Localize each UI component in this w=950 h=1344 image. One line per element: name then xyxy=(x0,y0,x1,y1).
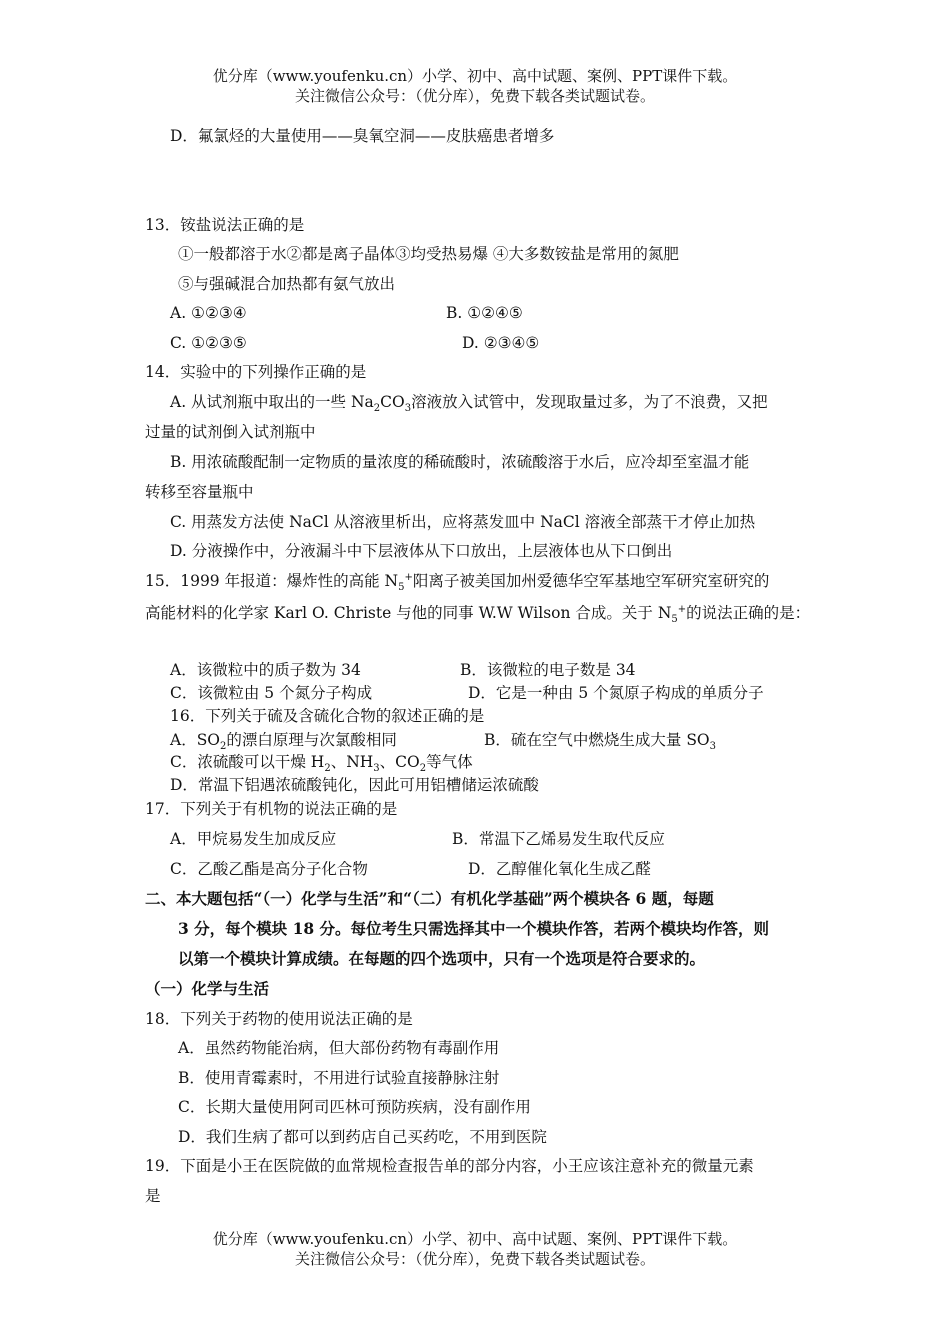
q16-option-d: D．常温下铝遇浓硫酸钝化，因此可用铝槽储运浓硫酸 xyxy=(170,776,539,794)
q19-stem-continued: 是 xyxy=(145,1187,161,1205)
q17-option-b: B．常温下乙烯易发生取代反应 xyxy=(452,830,665,848)
q17-option-a: A．甲烷易发生加成反应 xyxy=(170,830,337,848)
q13-option-b: B. ①②④⑤ xyxy=(446,304,523,322)
q13-statements-line1: ①一般都溶于水②都是离子晶体③均受热易爆 ④大多数铵盐是常用的氮肥 xyxy=(178,245,679,263)
q13-option-a: A. ①②③④ xyxy=(170,304,247,322)
page-header-line2: 关注微信公众号：（优分库），免费下载各类试题试卷。 xyxy=(294,87,655,105)
q14-option-b: B. 用浓硫酸配制一定物质的量浓度的稀硫酸时，浓硫酸溶于水后，应冷却至室温才能 xyxy=(170,453,750,471)
q13-option-c: C. ①②③⑤ xyxy=(170,334,247,352)
q18-option-c: C．长期大量使用阿司匹林可预防疾病，没有副作用 xyxy=(178,1098,531,1116)
page-footer-line1: 优分库（www.youfenku.cn）小学、初中、高中试题、案例、PPT课件下载。 xyxy=(212,1230,738,1248)
q15-option-b: B．该微粒的电子数是 34 xyxy=(460,661,636,679)
q13-stem: 13．铵盐说法正确的是 xyxy=(145,216,305,234)
q15-option-d: D．它是一种由 5 个氮原子构成的单质分子 xyxy=(468,684,764,702)
q17-option-c: C．乙酸乙酯是高分子化合物 xyxy=(170,860,368,878)
q14-option-b-continued: 转移至容量瓶中 xyxy=(145,483,254,501)
q18-option-a: A．虽然药物能治病，但大部份药物有毒副作用 xyxy=(178,1039,500,1057)
q16-option-a: A．$SO_2$的漂白原理与次氯酸相同 xyxy=(170,731,397,753)
q16-option-b: B．硫在空气中燃烧生成大量 $SO_3$ xyxy=(484,731,717,753)
section2-instructions-line3: 以第一个模块计算成绩。在每题的四个选项中，只有一个选项是符合要求的。 xyxy=(178,949,706,968)
q16-stem: 16．下列关于硫及含硫化合物的叙述正确的是 xyxy=(170,707,485,725)
q18-option-b: B．使用青霉素时，不用进行试验直接静脉注射 xyxy=(178,1069,500,1087)
section2-subtitle: （一）化学与生活 xyxy=(145,979,270,998)
q17-stem: 17．下列关于有机物的说法正确的是 xyxy=(145,800,398,818)
q12-option-d: D．氟氯烃的大量使用——臭氧空洞——皮肤癌患者增多 xyxy=(170,127,555,145)
q15-stem: 15．1999 年报道：爆炸性的高能 $N_5^+$阳离子被美国加州爱德华空军基地空军研究室研究的 xyxy=(145,571,770,594)
q13-option-d: D. ②③④⑤ xyxy=(462,334,540,352)
q13-statements-line2: ⑤与强碱混合加热都有氨气放出 xyxy=(178,275,396,293)
section2-instructions-line2: 3 分，每个模块 18 分。每位考生只需选择其中一个模块作答，若两个模块均作答，则 xyxy=(178,919,770,938)
page-footer-line2: 关注微信公众号：（优分库），免费下载各类试题试卷。 xyxy=(294,1250,655,1268)
q15-option-c: C．该微粒由 5 个氮分子构成 xyxy=(170,684,373,702)
q14-option-a-continued: 过量的试剂倒入试剂瓶中 xyxy=(145,423,316,441)
q15-stem-continued: 高能材料的化学家 Karl O. Christe 与他的同事 W.W Wilson 合成。关于 $N_5^+$的说法正确的是： xyxy=(145,603,811,626)
q19-stem: 19．下面是小王在医院做的血常规检查报告单的部分内容，小王应该注意补充的微量元素 xyxy=(145,1157,754,1175)
q15-option-a: A．该微粒中的质子数为 34 xyxy=(170,661,361,679)
q14-option-d: D. 分液操作中，分液漏斗中下层液体从下口放出，上层液体也从下口倒出 xyxy=(170,542,673,560)
q14-option-c: C. 用蒸发方法使 NaCl 从溶液里析出，应将蒸发皿中 NaCl 溶液全部蒸干才停止加热 xyxy=(170,513,756,531)
q18-stem: 18．下列关于药物的使用说法正确的是 xyxy=(145,1010,413,1028)
section2-instructions-line1: 二、本大题包括“（一）化学与生活”和“（二）有机化学基础”两个模块各 6 题，每题 xyxy=(145,889,714,908)
q16-option-c: C．浓硫酸可以干燥 $H_2$、$NH_3$、$CO_2$等气体 xyxy=(170,753,473,775)
page-header-line1: 优分库（www.youfenku.cn）小学、初中、高中试题、案例、PPT课件下载。 xyxy=(212,67,738,85)
q17-option-d: D．乙醇催化氧化生成乙醛 xyxy=(468,860,651,878)
q14-stem: 14．实验中的下列操作正确的是 xyxy=(145,363,367,381)
q14-option-a: A. 从试剂瓶中取出的一些 $Na_2CO_3$溶液放入试管中，发现取量过多，为了不浪费，又把 xyxy=(170,393,768,415)
q18-option-d: D．我们生病了都可以到药店自己买药吃，不用到医院 xyxy=(178,1128,547,1146)
